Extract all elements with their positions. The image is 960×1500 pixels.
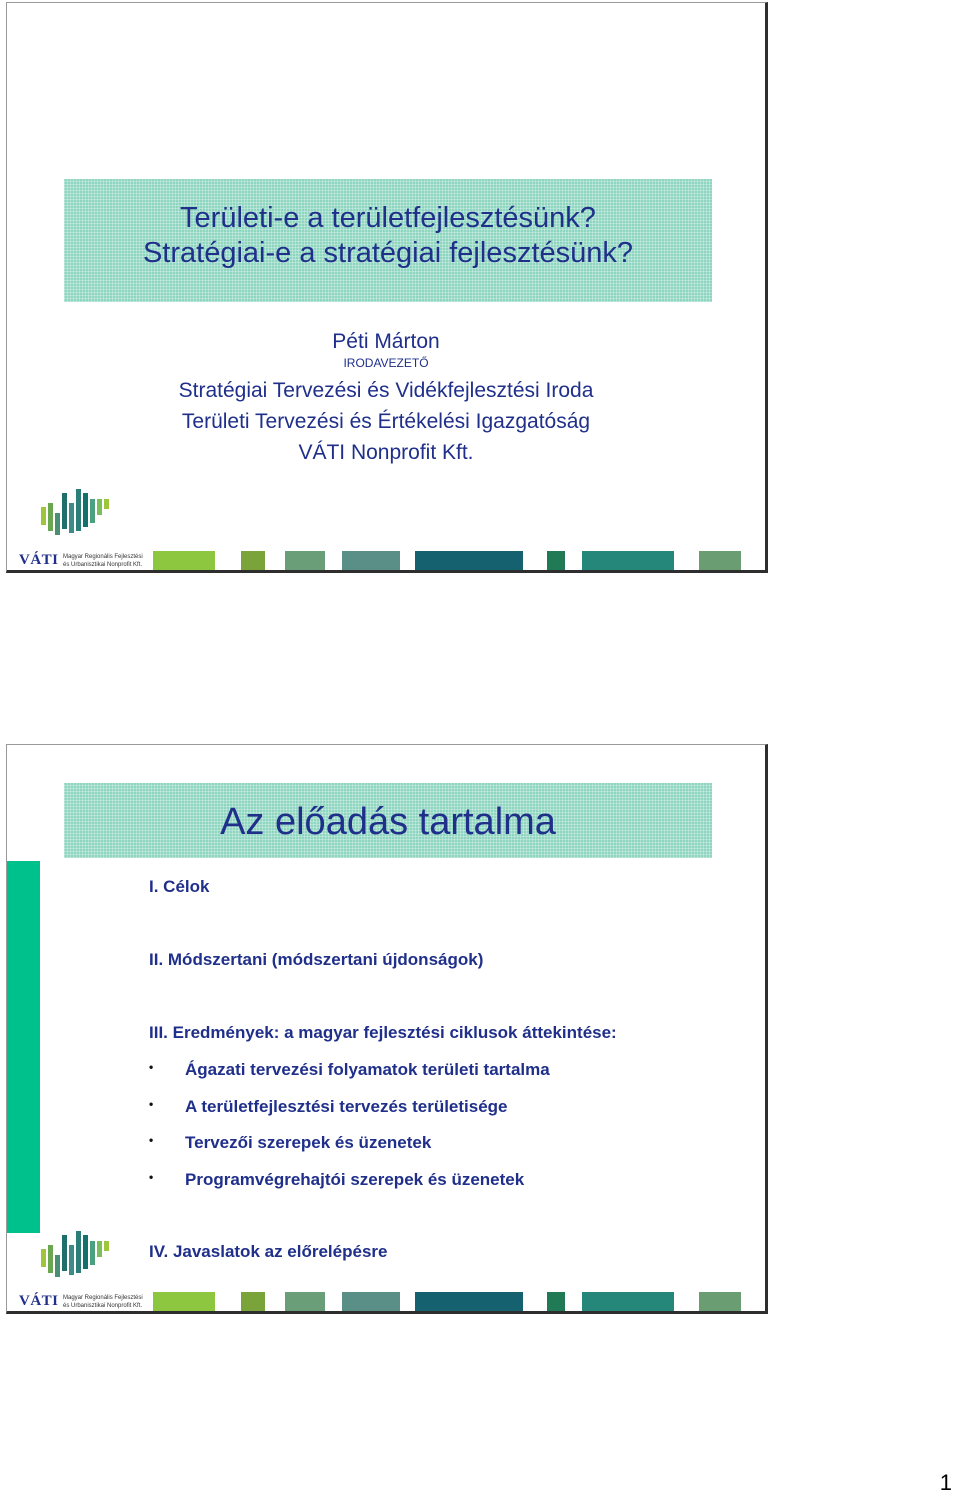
title-box	[64, 783, 712, 858]
slide-title: Az előadás tartalma	[220, 801, 556, 843]
footer-color-strip	[342, 1292, 400, 1312]
bullet-icon: •	[149, 1170, 154, 1184]
footer-color-strip	[547, 551, 565, 571]
footer-color-strip	[241, 551, 265, 571]
toc-bullet-item: • Programvégrehajtói szerepek és üzenetek	[149, 1170, 525, 1189]
vati-brand-logo	[19, 551, 149, 573]
bullet-icon: •	[149, 1060, 154, 1074]
toc-item: IV. Javaslatok az előrelépésre	[149, 1242, 388, 1261]
footer-color-strip	[415, 551, 523, 571]
footer-color-strip	[153, 1292, 215, 1312]
office-name: Stratégiai Tervezési és Vidékfejlesztési Iroda	[178, 379, 594, 402]
brand-name: VÁTI	[19, 552, 59, 568]
vati-logo-bars-icon	[41, 489, 111, 535]
bullet-icon: •	[149, 1097, 154, 1111]
accent-stripe	[7, 861, 40, 1233]
slide-title	[64, 201, 712, 271]
vati-brand-logo	[19, 1292, 149, 1314]
author-role: IRODAVEZETŐ	[343, 356, 429, 370]
footer-color-strip	[342, 551, 400, 571]
footer-color-strip	[582, 1292, 674, 1312]
footer-color-strip	[415, 1292, 523, 1312]
title-box	[64, 179, 712, 302]
footer-color-strip	[582, 551, 674, 571]
footer-color-strip	[241, 1292, 265, 1312]
footer-color-strip	[547, 1292, 565, 1312]
footer-color-strip	[285, 1292, 325, 1312]
directorate-name: Területi Tervezési és Értékelési Igazgatóság	[181, 410, 591, 433]
slide-1	[6, 2, 768, 573]
author-name: Péti Márton	[332, 330, 440, 353]
author-block	[7, 328, 765, 468]
title-line-1: Területi-e a területfejlesztésünk?	[180, 202, 596, 234]
footer-color-strip	[699, 551, 741, 571]
organization-name: VÁTI Nonprofit Kft.	[298, 441, 474, 464]
toc-item: II. Módszertani (módszertani újdonságok)	[149, 950, 484, 969]
bullet-icon: •	[149, 1133, 154, 1147]
page-number: 1	[939, 1470, 952, 1495]
toc-bullet-item: • Ágazati tervezési folyamatok területi tartalma	[149, 1060, 550, 1079]
footer-color-strip	[153, 551, 215, 571]
toc-item: III. Eredmények: a magyar fejlesztési ciklusok áttekintése:	[149, 1023, 617, 1042]
toc-bullet-item: • A területfejlesztési tervezés területisége	[149, 1097, 508, 1116]
toc-item: I. Célok	[149, 877, 210, 896]
footer-color-strip	[285, 551, 325, 571]
footer-color-strip	[699, 1292, 741, 1312]
title-line-2: Stratégiai-e a stratégiai fejlesztésünk?	[142, 237, 634, 269]
slide-2	[6, 744, 768, 1314]
brand-subtitle: Magyar Regionális Fejlesztési és Urbanisztikai Nonprofit Kft.	[63, 1295, 143, 1309]
brand-subtitle: Magyar Regionális Fejlesztési és Urbanisztikai Nonprofit Kft.	[63, 554, 143, 568]
toc-bullet-item: • Tervezői szerepek és üzenetek	[149, 1133, 432, 1152]
brand-name: VÁTI	[19, 1293, 59, 1309]
vati-logo-bars-icon	[41, 1231, 111, 1277]
